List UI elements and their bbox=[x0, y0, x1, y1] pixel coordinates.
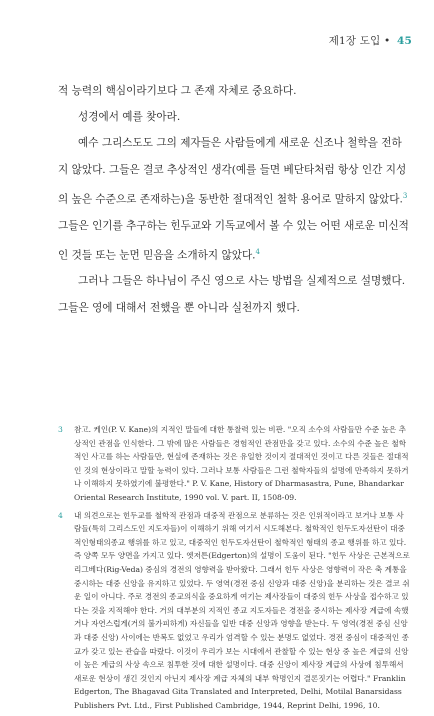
paragraph bbox=[58, 268, 410, 320]
footnote-ref[interactable]: 4 bbox=[255, 247, 261, 256]
paragraph-text: 그러나 그들은 하나님이 주신 영으로 사는 방법을 실제적으로 설명했다. 그들은 영에 대해서 전했을 뿐 아니라 실천까지 했다. bbox=[58, 275, 406, 314]
page-number: 45 bbox=[396, 35, 412, 47]
footnote-text: 내 의견으로는 힌두교를 철학적 관점과 대중적 관점으로 분류하는 것은 인위적이라고 보거나 보통 사람들(특히 그리스도인 지도자들)이 이해하기 위해 여기서 시도해본다. 철학적인 힌두도자선탄이 대중적인형태의종교 행위를 하고 있고, 대중적인 힌두도자선탄이 철학적인 형태의 종교 행위를 하고 있다. 즉 양쪽 모두 양면을 가지고 있다. 엣저튼(Edgerton)의 설명이 도움이 된다. "힌두 사상은 근본적으로 리그베다(Rig-Veda) 중심의 경전의 영향력을 받아왔다. 그래서 힌두 사상은 영향력이 작은 축 계통을 중시하는 대중 신앙을 유지하고 있었다. 두 영역(경전 중심 신앙과 대중 신앙)을 분리하는 것은 결코 쉬운 일이 아니다. 주로 경전의 종교의식을 중요하게 여기는 제사장들이 대중의 힌두 사상을 접수하고 있다는 것을 지적해야 한다. 거의 대부분의 지적인 종교 지도자들은 경전을 중시하는 제사장 계급에 속했거나 자연스럽게(거의 불가피하게) 자신들을 일반 대중 신앙과 영향을 받는다. 두 영역(경전 중심 신앙과 대중 신앙) 사이에는 반복도 없었고 우리가 엄격할 수 있는 분명도 없었다. 경전 중심이 대중적인 종교가 갖고 있는 관습을 따랐다. 이것이 우리가 보는 시대에서 관찰할 수 있는 현상 중 높은 계급의 신앙이 높은 계급의 사상 속으로 침투한 것에 대한 설명이다. 대중 신앙이 제사장 계급의 사상에 침투해서 새로운 현상이 생긴 것인지 아닌지 제사장 계급 자체의 내부 학명인지 결론짓기는 어렵다." Franklin Edgerton, The Bhagavad Gita Translated and Interpreted, Delhi, Motilal Banarsidass Publishers Pvt. Ltd., First Published Cambridge, 1944, Reprint Delhi, 1996, 10. bbox=[74, 510, 410, 710]
paragraph-text: 그들은 인기를 추구하는 힌두교와 기독교에서 볼 수 있는 어떤 새로운 미신적인 것들 또는 눈먼 믿음을 소개하지 않았다. bbox=[58, 219, 409, 262]
paragraph-text: 성경에서 예를 찾아라. bbox=[78, 111, 181, 124]
paragraph bbox=[58, 78, 410, 104]
paragraph bbox=[58, 104, 410, 130]
chapter-title: 제1장 도입 bbox=[328, 35, 381, 47]
main-text bbox=[58, 78, 410, 321]
footnote bbox=[58, 423, 410, 505]
footnote-text: 참고. 케인(P. V. Kane)의 지적인 말들에 대한 통찰력 있는 비판. "오직 소수의 사람들만 수준 높은 추상적인 관점을 인식한다. 그 밖에 많은 사람들은 경험적인 관점만을 갖고 있다. 소수의 수준 높은 철학적인 사고를 하는 사람들만, 현실에 존재하는 것은 유일한 것이지 절대적인 것이고 다른 것들은 절대적인 것의 현상이라고 말할 능력이 있다. 그러나 보통 사람들은 그런 철학자들의 설명에 만족하지 못하거나 이해하지 못하였기에 불평한다." P. V. Kane, History of Dharmasastra, Pune, Bhandarkar Oriental Research Institute, 1990 vol. V. part. II, 1508-09. bbox=[74, 425, 409, 502]
running-header bbox=[329, 33, 412, 48]
footnotes bbox=[58, 423, 410, 716]
paragraph-text: 예수 그리스도도 그의 제자들은 사람들에게 새로운 신조나 철학을 전하지 않았다. 그들은 결코 추상적인 생각(예를 들면 베단타처럼 항상 인간 지성의 높은 수준으로 존재하는)을 동반한 절대적인 철학 용어로 말하지 않았다. bbox=[58, 137, 407, 206]
footnote bbox=[58, 509, 410, 713]
footnote-number: 4 bbox=[58, 510, 63, 520]
paragraph bbox=[58, 130, 410, 268]
footnote-number: 3 bbox=[58, 425, 63, 434]
header-separator: • bbox=[384, 35, 391, 47]
paragraph-text: 적 능력의 핵심이라기보다 그 존재 자체로 중요하다. bbox=[58, 85, 297, 97]
footnote-ref[interactable]: 3 bbox=[402, 191, 408, 200]
